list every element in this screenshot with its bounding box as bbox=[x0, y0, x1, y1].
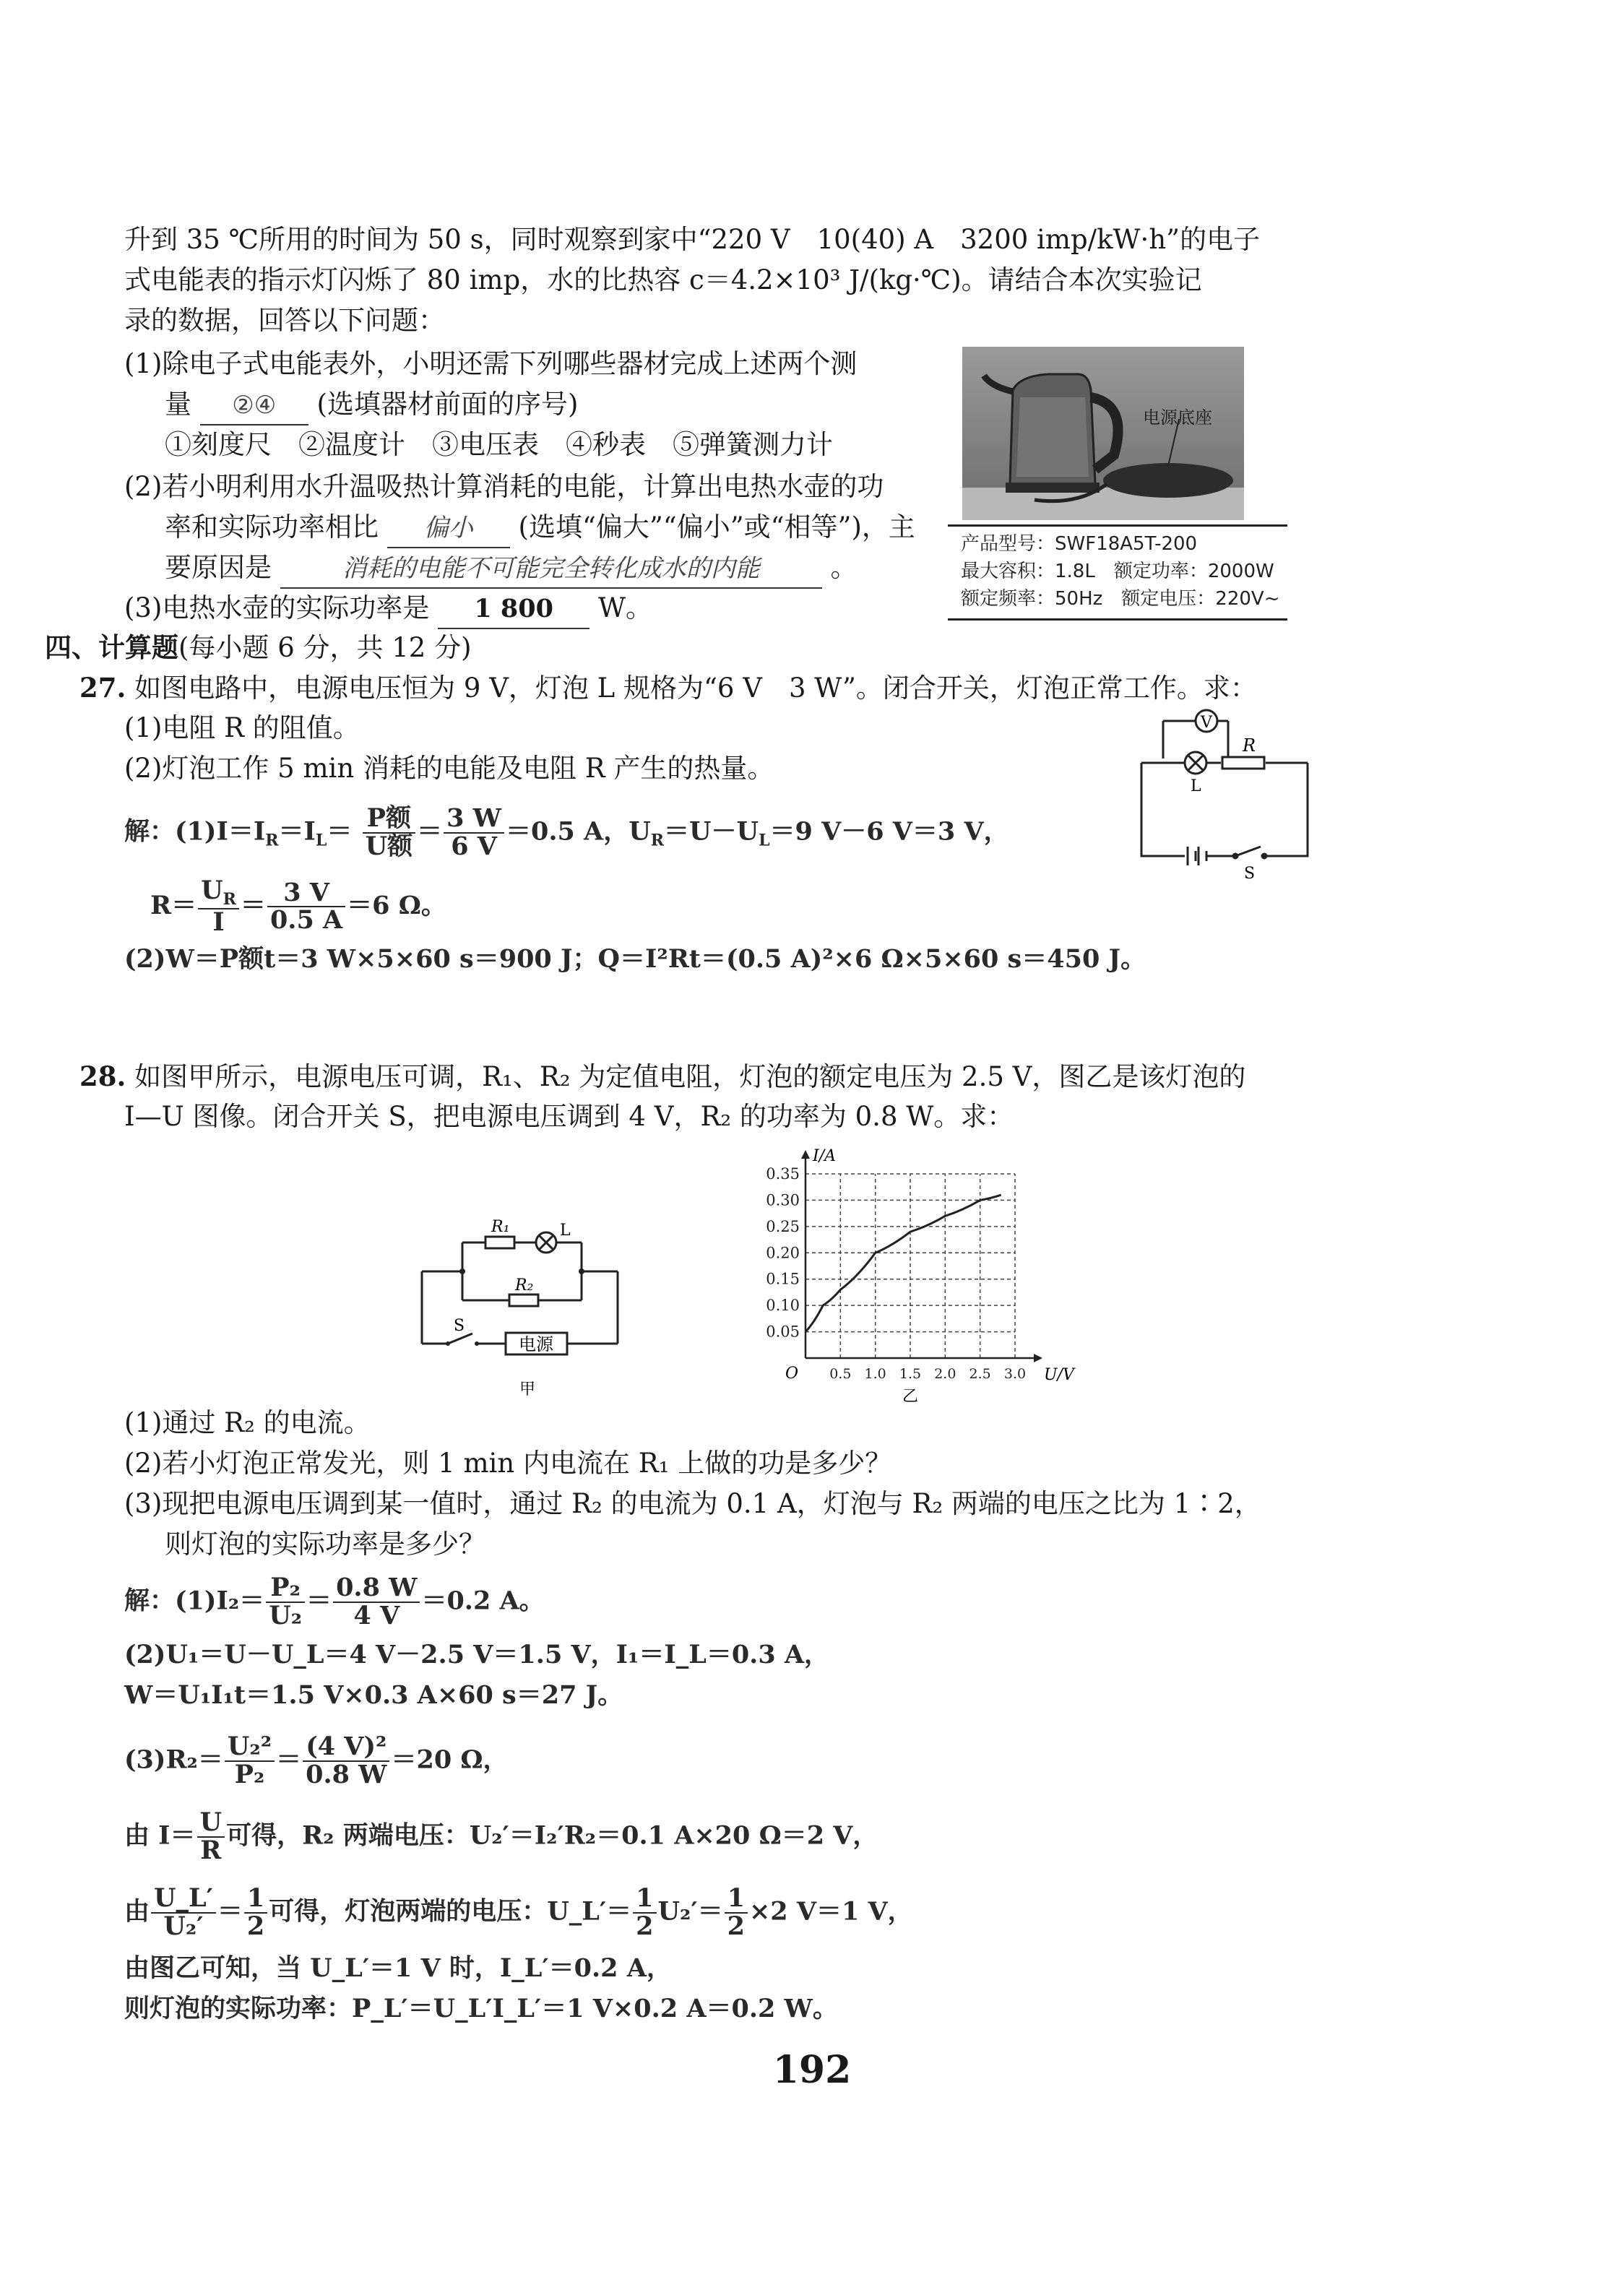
q26-part3-suffix: W。 bbox=[597, 592, 652, 623]
y-tick-label-2: 0.15 bbox=[766, 1270, 800, 1288]
q28-a6-frac3-num: 1 bbox=[633, 1885, 656, 1914]
q28-a6-frac1-num: U_L′ bbox=[151, 1885, 216, 1914]
q28-a1-frac1-num: P₂ bbox=[266, 1575, 305, 1603]
x-axis-arrow bbox=[1034, 1354, 1042, 1362]
q28-a5-frac-den: R bbox=[200, 1835, 222, 1865]
q28-r2-label: R₂ bbox=[515, 1276, 534, 1295]
q26-part2-reason-prefix: 要原因是 bbox=[165, 552, 272, 583]
q27-solution-line3: (2)W＝P额t＝3 W×5×60 s＝900 J；Q＝I²Rt＝(0.5 A)²×6 Ω×5×60 s＝450 J。 bbox=[124, 944, 1146, 974]
q27-sol1-a: 解：(1)I＝I bbox=[124, 816, 266, 847]
q28-a6-frac3-den: 2 bbox=[636, 1911, 654, 1941]
q26-part2-line1: (2)若小明利用水升温吸热计算消耗的电能，计算出电热水壶的功 bbox=[124, 471, 884, 502]
q28-a4-frac1-den: P₂ bbox=[234, 1759, 265, 1789]
q28-answer-line6 bbox=[124, 1885, 913, 1940]
q28-a4-frac2-den: 0.8 W bbox=[306, 1759, 387, 1789]
q28-a4-frac1 bbox=[225, 1734, 275, 1789]
q28-answer-line5 bbox=[124, 1807, 878, 1865]
q27-switch-label: S bbox=[1244, 865, 1256, 883]
kettle-photo bbox=[962, 347, 1244, 520]
kettle-caption-model: 产品型号：SWF18A5T-200 bbox=[961, 533, 1198, 555]
q27-sol2-frac2-den: 0.5 A bbox=[269, 905, 343, 935]
q26-part3-prefix: (3)电热水壶的实际功率是 bbox=[124, 592, 430, 623]
q28-a1-pre: 解：(1)I₂＝ bbox=[124, 1586, 265, 1616]
q27-sol1-frac1 bbox=[363, 805, 416, 860]
y-tick-label-0: 0.05 bbox=[766, 1323, 800, 1341]
q28-a6-mid: 可得，灯泡两端的电压：U_L′＝ bbox=[269, 1896, 632, 1927]
q27-sol1-d: ＝U－U bbox=[664, 816, 759, 847]
y-tick-label-5: 0.30 bbox=[766, 1191, 800, 1209]
q27-stem-line bbox=[79, 669, 1257, 707]
q27-sol1-frac1-den: U额 bbox=[365, 831, 413, 861]
q27-sub2: (2)灯泡工作 5 min 消耗的电能及电阻 R 产生的热量。 bbox=[124, 753, 774, 784]
caption-top-rule bbox=[948, 524, 1287, 527]
chart-origin-label: O bbox=[785, 1365, 799, 1383]
chart-grid bbox=[805, 1174, 1015, 1358]
q27-sub1: (1)电阻 R 的阻值。 bbox=[124, 712, 360, 743]
q27-sol1-frac1-num: P额 bbox=[363, 805, 416, 834]
q26-part2-suffix: (选填“偏大”“偏小”或“相等”)，主 bbox=[518, 511, 915, 543]
q28-a6-mid2: U₂′＝ bbox=[657, 1896, 723, 1927]
q27-circuit-diagram bbox=[1127, 701, 1322, 881]
intro-line-1: 升到 35 ℃所用的时间为 50 s，同时观察到家中“220 V 10(40) A 3200 imp/kW·h”的电子 bbox=[124, 224, 1261, 255]
q27-sol1-frac2-den: 6 V bbox=[451, 831, 497, 861]
q27-sol1-frac2 bbox=[444, 805, 504, 860]
intro-line-3: 录的数据，回答以下问题： bbox=[124, 305, 445, 336]
q28-a6-post: ×2 V＝1 V， bbox=[748, 1896, 913, 1927]
q28-circuit-caption: 甲 bbox=[519, 1380, 536, 1399]
kettle-illustration bbox=[962, 347, 1244, 520]
kettle-base-label: 电源底座 bbox=[1143, 407, 1212, 428]
q28-circuit-diagram bbox=[412, 1206, 629, 1401]
q28-answer-line1: 解：(1)I₂＝ $\frac{\text{P₂}}{\text{U₂}}$ ＝ $\frac{0.8 W}{4 V}$ ＝0.2 A。 bbox=[124, 1573, 545, 1630]
q26-part1-prefix: 量 bbox=[165, 389, 191, 420]
q27-number: 27. bbox=[79, 672, 126, 704]
q28-lamp-label: L bbox=[560, 1222, 571, 1240]
x-tick-label-0: 0.5 bbox=[829, 1366, 852, 1382]
q26-part1-suffix: (选填器材前面的序号) bbox=[316, 389, 579, 420]
q28-a1-frac2 bbox=[333, 1575, 420, 1630]
q28-a6-frac4 bbox=[725, 1885, 748, 1940]
q28-a5-post: 可得，R₂ 两端电压：U₂′＝I₂′R₂＝0.1 A×20 Ω＝2 V， bbox=[226, 1820, 878, 1851]
q27-sol2-frac2-num: 3 V bbox=[267, 880, 345, 908]
y-tick-label-6: 0.35 bbox=[766, 1165, 800, 1183]
chart-caption: 乙 bbox=[902, 1388, 919, 1406]
q28-stem-line1 bbox=[79, 1058, 1245, 1096]
q27-sol2-frac1-den: I bbox=[212, 907, 225, 938]
q26-part2-line2 bbox=[165, 509, 915, 548]
q26-part2-line3 bbox=[165, 549, 858, 589]
intro-line-2: 式电能表的指示灯闪烁了 80 imp，水的比热容 c＝4.2×10³ J/(kg·℃)。请结合本次实验记 bbox=[124, 264, 1202, 295]
q27-sol1-b: ＝I bbox=[278, 816, 316, 847]
kettle-caption-capacity: 最大容积：1.8L 额定功率：2000W bbox=[961, 561, 1274, 582]
chart-ylabel: I/A bbox=[813, 1147, 836, 1165]
q28-a5-pre: 由 I＝ bbox=[124, 1820, 196, 1851]
q26-part3-answer: 1 800 bbox=[438, 590, 589, 629]
q27-voltmeter-label: V bbox=[1201, 714, 1212, 732]
q27-lamp-label: L bbox=[1191, 777, 1201, 795]
chart-series bbox=[805, 1195, 1001, 1331]
y-tick-label-3: 0.20 bbox=[766, 1244, 800, 1262]
q26-part2-reason-suffix: 。 bbox=[830, 552, 858, 583]
q28-answer-line4: (3)R₂＝ $\frac{\text{U₂²}}{\text{P₂}}$ ＝ $\frac{\text{(4 V)²}}{0.8 W}$ ＝20 Ω， bbox=[124, 1732, 509, 1789]
q28-stem1: 如图甲所示，电源电压可调，R₁、R₂ 为定值电阻，灯泡的额定电压为 2.5 V，图乙是该灯泡的 bbox=[134, 1061, 1246, 1092]
q26-part3-line bbox=[124, 589, 652, 629]
x-tick-label-5: 3.0 bbox=[1003, 1366, 1027, 1382]
caption-bottom-rule bbox=[948, 618, 1287, 621]
q28-a6-frac2 bbox=[244, 1885, 267, 1940]
kettle-caption-frequency: 额定频率：50Hz 额定电压：220V~ bbox=[961, 588, 1280, 610]
q27-sol2-a: R＝ bbox=[150, 890, 197, 920]
series-line-0 bbox=[805, 1195, 1001, 1331]
q28-sub1: (1)通过 R₂ 的电流。 bbox=[124, 1407, 371, 1438]
page-number: 192 bbox=[772, 2048, 852, 2092]
q28-a6-frac2-den: 2 bbox=[246, 1911, 265, 1941]
q28-a4-pre: (3)R₂＝ bbox=[124, 1745, 223, 1775]
q27-sol2-b: ＝6 Ω。 bbox=[347, 890, 446, 920]
q28-a1-frac2-den: 4 V bbox=[353, 1600, 400, 1630]
q28-number: 28. bbox=[79, 1060, 126, 1092]
x-tick-label-1: 1.0 bbox=[864, 1366, 886, 1382]
q27-resistor-label: R bbox=[1243, 735, 1256, 756]
q26-part2-answer: 偏小 bbox=[387, 509, 510, 548]
q28-a6-frac1-den: U₂′ bbox=[163, 1911, 204, 1941]
q27-stem: 如图电路中，电源电压恒为 9 V，灯泡 L 规格为“6 V 3 W”。闭合开关，灯泡正常工作。求： bbox=[134, 673, 1257, 704]
q26-part2-reason: 消耗的电能不可能完全转化成水的内能 bbox=[280, 550, 822, 589]
y-tick-label-1: 0.10 bbox=[766, 1297, 800, 1315]
q28-iu-chart bbox=[755, 1138, 1074, 1406]
q27-sol1-c: ＝0.5 A，U bbox=[505, 816, 651, 847]
q28-a1-post: ＝0.2 A。 bbox=[421, 1586, 545, 1616]
section-note: (每小题 6 分，共 12 分) bbox=[178, 632, 472, 663]
q26-part1-line2 bbox=[165, 386, 578, 425]
x-tick-label-3: 2.0 bbox=[934, 1366, 956, 1382]
q28-a6-frac3 bbox=[633, 1885, 656, 1940]
q28-a4-post: ＝20 Ω， bbox=[391, 1745, 509, 1775]
q28-sub3-line2: 则灯泡的实际功率是多少？ bbox=[165, 1529, 485, 1560]
q28-a5-frac bbox=[197, 1807, 225, 1865]
q28-sub2: (2)若小灯泡正常发光，则 1 min 内电流在 R₁ 上做的功是多少？ bbox=[124, 1448, 892, 1479]
q27-sol2-frac1-num-text: U bbox=[201, 876, 223, 905]
q28-r1-label: R₁ bbox=[491, 1218, 510, 1236]
q26-options: ①刻度尺 ②温度计 ③电压表 ④秒表 ⑤弹簧测力计 bbox=[165, 429, 833, 460]
q27-sol2-frac1-num: $U_R$ bbox=[198, 878, 239, 909]
q28-a4-frac2 bbox=[303, 1734, 389, 1789]
q28-switch-label: S bbox=[454, 1317, 465, 1335]
x-tick-label-2: 1.5 bbox=[899, 1366, 922, 1382]
q28-answer-line3: W＝U₁I₁t＝1.5 V×0.3 A×60 s＝27 J。 bbox=[124, 1680, 623, 1710]
q28-a1-frac2-num: 0.8 W bbox=[333, 1575, 420, 1603]
q28-a6-pre: 由 bbox=[124, 1896, 150, 1927]
q28-node-right bbox=[579, 1269, 584, 1274]
x-tick-label-4: 2.5 bbox=[969, 1366, 991, 1382]
q28-a6-frac2-num: 1 bbox=[244, 1885, 267, 1914]
q28-answer-line8: 则灯泡的实际功率：P_L′＝U_L′I_L′＝1 V×0.2 A＝0.2 W。 bbox=[124, 1994, 838, 2023]
y-axis-arrow bbox=[801, 1150, 810, 1159]
q28-a1-frac1-den: U₂ bbox=[269, 1600, 303, 1630]
q28-node-left bbox=[459, 1269, 465, 1274]
q28-a4-frac2-num: (4 V)² bbox=[303, 1734, 389, 1762]
q28-a5-frac-num: U bbox=[197, 1810, 225, 1838]
chart-xlabel: U/V bbox=[1044, 1366, 1074, 1384]
q28-a4-frac1-num: U₂² bbox=[225, 1734, 275, 1762]
q27-sol2-frac1 bbox=[198, 878, 239, 936]
q27-solution-line1: 解：$(1)I=I_R=I_L=$ $\frac{\text{P额}}{\text{U额}}$ ＝ $\frac{3 W}{6 V}$ ＝0.5 A，$U_R=U-U_L=9$ V－6 V＝3 V， bbox=[124, 803, 1009, 861]
q27-sol1-eq: ＝ bbox=[327, 816, 353, 847]
q26-part1-answer: ②④ bbox=[200, 386, 308, 425]
q26-part2-prefix: 率和实际功率相比 bbox=[165, 511, 379, 543]
q28-a6-frac1 bbox=[151, 1885, 216, 1940]
q28-source-label: 电源 bbox=[519, 1334, 553, 1354]
q28-sub3-line1: (3)现把电源电压调到某一值时，通过 R₂ 的电流为 0.1 A，灯泡与 R₂ 两端的电压之比为 1∶2， bbox=[124, 1488, 1261, 1519]
q28-a6-frac4-num: 1 bbox=[725, 1885, 748, 1914]
q28-a6-frac4-den: 2 bbox=[727, 1911, 745, 1941]
q28-stem-line2: I—U 图像。闭合开关 S，把电源电压调到 4 V，R₂ 的功率为 0.8 W。求： bbox=[124, 1101, 1014, 1132]
q27-sol1-e: ＝9 V－6 V＝3 V， bbox=[769, 816, 1009, 847]
q28-a6-eq: ＝ bbox=[217, 1896, 243, 1927]
q27-sol1-frac2-num: 3 W bbox=[444, 805, 504, 834]
q28-answer-line7: 由图乙可知，当 U_L′＝1 V 时，I_L′＝0.2 A， bbox=[124, 1953, 672, 1983]
y-tick-label-4: 0.25 bbox=[766, 1217, 800, 1235]
chart-axes bbox=[801, 1150, 1042, 1362]
q28-a1-frac1 bbox=[266, 1575, 305, 1630]
section-header bbox=[45, 628, 472, 667]
q26-part1-line1: (1)除电子式电能表外，小明还需下列哪些器材完成上述两个测 bbox=[124, 348, 858, 379]
q27-solution-line2: R＝ $\frac{U_R}{I}$ ＝ $\frac{3 V}{0.5 A}$ ＝6 Ω。 bbox=[150, 876, 446, 938]
q28-answer-line2: (2)U₁＝U－U_L＝4 V－2.5 V＝1.5 V，I₁＝I_L＝0.3 A， bbox=[124, 1640, 830, 1669]
q27-sol2-frac2 bbox=[267, 877, 345, 935]
section-title: 四、计算题 bbox=[45, 631, 178, 663]
